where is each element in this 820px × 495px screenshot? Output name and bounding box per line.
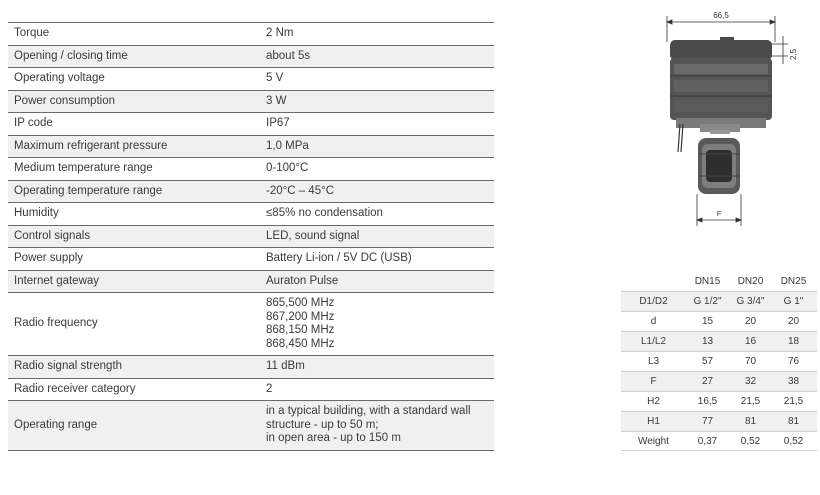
dimension-row xyxy=(621,411,817,431)
spec-label: Maximum refrigerant pressure xyxy=(14,139,168,152)
spec-value xyxy=(266,158,494,180)
spec-row xyxy=(8,46,494,69)
dimension-cell: 81 xyxy=(744,416,757,427)
spec-value xyxy=(266,293,494,355)
spec-value-line: 3 W xyxy=(266,94,287,107)
dimension-cell: 0,52 xyxy=(740,435,761,447)
spec-value-line: 5 V xyxy=(266,72,284,84)
dimension-header-dn25: DN25 xyxy=(780,276,807,287)
spec-value-line: 0-100°C xyxy=(266,162,309,174)
dimension-cell: 18 xyxy=(787,336,800,347)
specification-table xyxy=(8,22,494,451)
dimension-cell: 76 xyxy=(787,356,800,367)
spec-label: Power consumption xyxy=(14,94,115,107)
dimension-cell: 38 xyxy=(787,376,800,387)
spec-label: Control signals xyxy=(14,229,91,242)
side-dimension-label: 2,5 xyxy=(789,48,798,60)
spec-row xyxy=(8,401,494,451)
spec-value-line: ≤85% no condensation xyxy=(266,207,383,219)
spec-row xyxy=(8,113,494,136)
dimension-cell: 70 xyxy=(744,356,757,367)
spec-row xyxy=(8,68,494,91)
spec-value-line: IP67 xyxy=(266,117,290,129)
dimension-cell: 16 xyxy=(744,336,757,347)
spec-row xyxy=(8,203,494,226)
spec-row xyxy=(8,91,494,114)
spec-label: Operating range xyxy=(14,418,98,431)
spec-value-line: 2 Nm xyxy=(266,27,294,39)
spec-row xyxy=(8,293,494,356)
spec-label: Internet gateway xyxy=(14,274,100,287)
spec-row xyxy=(8,158,494,181)
spec-value-line: 868,150 MHz xyxy=(266,324,335,336)
valve-drawing-svg xyxy=(640,4,820,234)
dimension-header-dn20: DN20 xyxy=(737,276,764,287)
spec-label: Operating voltage xyxy=(14,72,105,84)
dimension-row xyxy=(621,291,817,311)
spec-value-line: 1,0 MPa xyxy=(266,139,309,152)
dimension-row-label: H2 xyxy=(647,396,660,407)
valve-technical-drawing xyxy=(640,4,820,234)
dimension-row xyxy=(621,431,817,451)
dimension-cell: 0,52 xyxy=(783,435,804,447)
spec-value xyxy=(266,379,494,401)
spec-row xyxy=(8,181,494,204)
spec-value-line: 2 xyxy=(266,382,273,395)
dimension-row xyxy=(621,331,817,351)
spec-label: Operating temperature range xyxy=(14,184,163,197)
dimension-table xyxy=(621,272,817,451)
f-dimension-label: F xyxy=(716,211,722,218)
spec-value xyxy=(266,136,494,158)
spec-row xyxy=(8,136,494,159)
dimension-row-label: D1/D2 xyxy=(639,296,668,307)
dimension-cell: 15 xyxy=(701,316,714,327)
dimension-row xyxy=(621,311,817,331)
spec-value-line: Auraton Pulse xyxy=(266,274,339,287)
spec-label: Humidity xyxy=(14,207,59,219)
spec-value xyxy=(266,248,494,270)
dimension-cell: 16,5 xyxy=(697,396,718,407)
dimension-row-label: d xyxy=(650,316,657,327)
dimension-cell: 20 xyxy=(787,316,800,327)
spec-value xyxy=(266,91,494,113)
spec-row xyxy=(8,356,494,379)
dimension-cell: G 3/4" xyxy=(736,296,765,307)
dimension-table-header xyxy=(621,272,817,291)
spec-value xyxy=(266,113,494,135)
spec-value-line: in open area - up to 150 m xyxy=(266,432,401,444)
spec-value xyxy=(266,46,494,68)
spec-value-line: 11 dBm xyxy=(266,360,305,372)
spec-row xyxy=(8,226,494,249)
dimension-cell: 21,5 xyxy=(783,396,804,407)
spec-value xyxy=(266,23,494,45)
dimension-cell: 20 xyxy=(744,316,757,327)
dimension-cell: 27 xyxy=(701,376,714,387)
width-dimension-label: 66,5 xyxy=(713,11,729,20)
spec-label: IP code xyxy=(14,117,53,129)
spec-value-line: 868,450 MHz xyxy=(266,337,335,350)
dimension-cell: 0,37 xyxy=(697,435,718,447)
dimension-row-label: Weight xyxy=(638,435,669,447)
spec-row xyxy=(8,379,494,402)
spec-label: Opening / closing time xyxy=(14,49,128,62)
f-dimension xyxy=(697,194,741,226)
dimension-cell: 81 xyxy=(787,416,800,427)
spec-value-line: 867,200 MHz xyxy=(266,310,335,323)
spec-row xyxy=(8,271,494,294)
dimension-cell: 57 xyxy=(701,356,714,367)
dimension-table-body xyxy=(621,291,817,451)
spec-row xyxy=(8,248,494,271)
dimension-cell: G 1" xyxy=(783,296,804,307)
valve-body xyxy=(698,138,740,194)
dimension-cell: 77 xyxy=(701,416,714,427)
dimension-row-label: L3 xyxy=(647,356,660,367)
spec-value-line: about 5s xyxy=(266,49,311,62)
spec-value-line: 865,500 MHz xyxy=(266,297,335,309)
spec-label: Radio signal strength xyxy=(14,360,123,372)
dimension-row xyxy=(621,371,817,391)
dimension-row-label: L1/L2 xyxy=(640,336,667,347)
spec-row xyxy=(8,22,494,46)
spec-value-line: LED, sound signal xyxy=(266,229,360,242)
dimension-row xyxy=(621,351,817,371)
spec-value-line: Battery Li-ion / 5V DC (USB) xyxy=(266,252,412,264)
dimension-row xyxy=(621,391,817,411)
spec-value xyxy=(266,401,494,450)
spec-value xyxy=(266,356,494,378)
dimension-cell: 32 xyxy=(744,376,757,387)
spec-label: Power supply xyxy=(14,252,84,264)
dimension-cell: 13 xyxy=(701,336,714,347)
spec-value xyxy=(266,271,494,293)
spec-label: Radio frequency xyxy=(14,317,98,330)
dimension-cell: G 1/2" xyxy=(693,296,722,307)
spec-label: Radio receiver category xyxy=(14,382,136,395)
dimension-row-label: F xyxy=(650,376,657,387)
spec-value-line: structure - up to 50 m; xyxy=(266,418,379,431)
spec-value xyxy=(266,181,494,203)
dimension-cell: 21,5 xyxy=(740,396,761,407)
spec-value xyxy=(266,226,494,248)
spec-value-line: in a typical building, with a standard wall xyxy=(266,405,471,417)
spec-value xyxy=(266,203,494,225)
actuator-body xyxy=(670,37,772,152)
dimension-row-label: H1 xyxy=(647,416,660,427)
dimension-header-dn15: DN15 xyxy=(694,276,721,287)
spec-value xyxy=(266,68,494,90)
spec-label: Torque xyxy=(14,27,50,39)
spec-label: Medium temperature range xyxy=(14,162,153,174)
spec-value-line: -20°C – 45°C xyxy=(266,184,335,197)
